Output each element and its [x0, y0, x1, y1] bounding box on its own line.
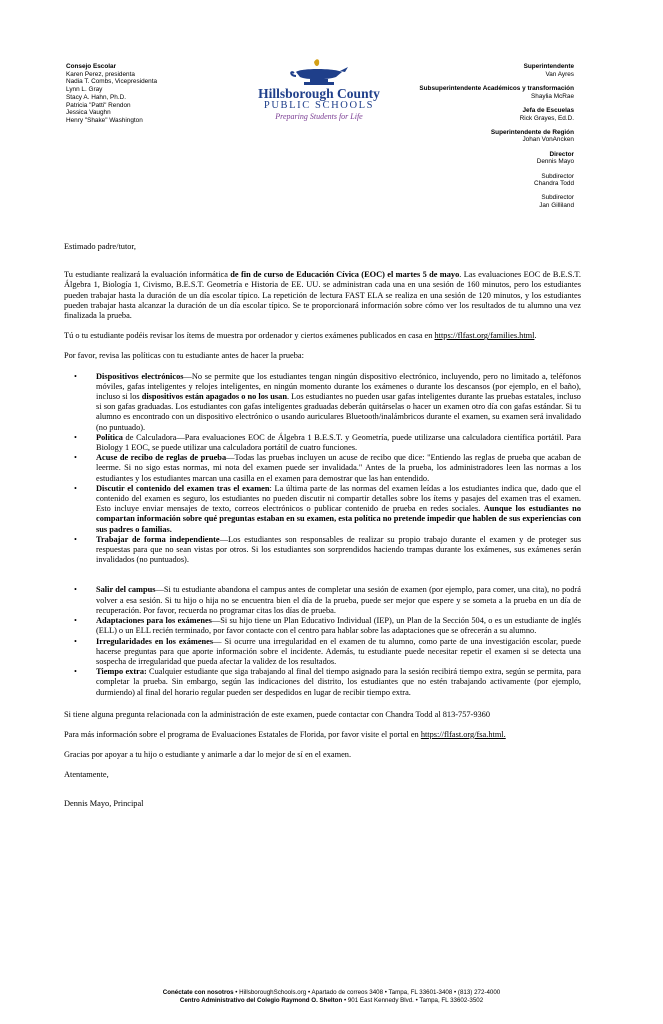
greeting: Estimado padre/tutor, — [64, 242, 136, 251]
policy-text: : La última parte de las normas del examen leídas a los estudiantes indica que, dado que el contenido del examen es seguro, los estudiantes no pueden discutir ni compartir detalles sobre los ítems y pasajes del examen tras el examen. Esto incluye enviar mensajes de texto, correos electrónicos o publicar contenido de prueba en redes sociales. — [96, 483, 582, 514]
policy-text: —Si tu estudiante abandona el campus antes de completar una sesión de examen (por ejemplo, para comer, una cita), no podrá volver a esa sesión. Si tu hijo o hija no se encuentra bien el día de la prueba, puede ser mejor que espere y se someta a la prueba en un día de recuperación. Por favor, recuerda no programar citas los días de prueba. — [96, 585, 581, 615]
footer-contact-label: Conéctate con nosotros — [162, 989, 234, 996]
policy-emphasis: Aunque los estudiantes no compartan información sobre qué preguntas estaban en su examen, esta política no pretende impedir que hablen de sus experiencias con sus padres o familias. — [96, 504, 581, 534]
contact-paragraph: Si tiene alguna pregunta relacionada con la administración de este examen, puede contactar con Chandra Todd al 813-757-9360 — [64, 709, 491, 719]
footer-center-name: Centro Administrativo del Colegio Raymond O. Shelton — [179, 996, 343, 1004]
footer-line1 — [0, 989, 663, 997]
policy-accommodations — [96, 616, 581, 636]
superintendent-name: Van Ayres — [545, 70, 574, 78]
schools-chief-title: Jefa de Escuelas — [522, 106, 574, 114]
board-member: Patricia "Patti" Rendon — [66, 101, 131, 109]
policy-text: . Los estudiantes no pueden usar gafas inteligentes durante las pruebas estatales, incluso si son gafas graduadas. Los estudiantes con gafas inteligentes graduadas deberán quitárselas o hacer un examen otro día con gafas estándar. Si tu alumno es encontrado con un dispositivo electrónico o usando auriculares Bluetooth/inalámbricos durante el examen, su examen será invalidado (no puntuado). — [96, 392, 581, 432]
superintendent-title: Superintendente — [523, 63, 574, 70]
policy-text: —Los estudiantes son responsables de realizar su propio trabajo durante el examen y de proteger sus respuestas para que no sean vistas por otros. Si los estudiantes son sorprendidos haciendo trampas durante los exámenes, sus exámenes serán invalidados (no puntuados). — [96, 534, 581, 565]
policy-title: Discutir el contenido del examen tras el examen — [96, 483, 270, 493]
subdirector-title: Subdirector — [541, 194, 574, 202]
policy-title: Dispositivos electrónicos — [96, 371, 184, 381]
policy-list — [64, 372, 581, 566]
footer-address: • 901 East Kennedy Blvd. • Tampa, FL 33602-3502 — [342, 996, 484, 1004]
logo-line2: PUBLIC SCHOOLS — [263, 100, 375, 111]
deputy-name: Shaylia McRae — [531, 92, 574, 100]
policies-intro: Por favor, revisa las políticas con tu estudiante antes de hacer la prueba: — [64, 351, 304, 361]
page-footer — [0, 989, 663, 1004]
policy-text: —Todas las pruebas incluyen un acuse de recibo que dice: "Entiendo las reglas de prueba que acaban de leerme. Si no sigo estas normas, mi nota del examen puede ser invalidada." Antes de la prueba, los administradores leen las normas a los estudiantes y los estudiantes marcan una casilla en el examen para demostrar que las han entendido. — [96, 453, 581, 483]
fsa-text: Para más información sobre el programa de Evaluaciones Estatales de Florida, por favor visite el portal en — [64, 729, 421, 739]
board-title: Consejo Escolar — [66, 63, 117, 70]
families-link[interactable]: https://flfast.org/families.html — [434, 331, 535, 341]
schools-chief-name: Rick Grayes, Ed.D. — [519, 114, 574, 122]
board-member: Karen Perez, presidenta — [66, 70, 135, 78]
policy-text: — Si ocurre una irregularidad en el examen de tu alumno, como parte de una investigación escolar, puede hacerse preguntas para que aporte información sobre el incidente. Además, tu estudiante puede necesitar repetir el examen si se detecta una sospecha de irregularidad que pueda afectar la validez de los resultados. — [96, 636, 581, 666]
policy-title: Política — [96, 432, 123, 442]
lamp-of-knowledge-icon — [290, 58, 348, 86]
samples-paragraph — [64, 331, 581, 341]
intro-text: Tu estudiante realizará la evaluación informática — [64, 270, 231, 280]
policy-irregularities — [96, 637, 581, 668]
school-board-block — [66, 63, 157, 125]
samples-text: Tú o tu estudiante podéis revisar los ítems de muestra por ordenador y ciertos exámenes publicados en casa en — [64, 331, 435, 341]
policy-work-independently — [96, 535, 581, 566]
logo-line1: Hillsborough County — [258, 86, 380, 101]
footer-contact-info: • HillsboroughSchools.org • Apartado de correos 3408 • Tampa, FL 33601-3408 • (813) 272-4000 — [233, 989, 501, 996]
policy-title: Irregularidades en los exámenes — [96, 636, 214, 646]
policy-extra-time — [96, 667, 581, 698]
letter-body — [64, 242, 581, 809]
policy-title: Tiempo extra: — [96, 667, 147, 677]
deputy-title: Subsuperintendente Académicos y transformación — [419, 84, 574, 92]
policy-electronic-devices — [96, 372, 581, 433]
subdirector-title: Subdirector — [541, 172, 574, 180]
policy-text: de Calculadora—Para evaluaciones EOC de Álgebra 1 B.E.S.T. y Geometría, puede utilizarse una calculadora científica portátil. Para Biology 1 EOC, se puede utilizar una calculadora portátil de cuatro funciones. — [96, 432, 581, 453]
policy-text: Cualquier estudiante que siga trabajando al final del tiempo asignado para la sesión recibirá tiempo extra, según se permita, para completar la prueba. Sin embargo, según las indicaciones del distrito, los estudiantes que no estén trabajando activamente (por ejemplo, durmiendo) al final del horario regular pueden ser despedidos en lugar de recibir tiempo extra. — [96, 667, 581, 697]
exam-date-emphasis: de fin de curso de Educación Cívica (EOC) el martes 5 de mayo — [230, 270, 460, 280]
intro-text: . Las evaluaciones EOC de B.E.S.T. Álgebra 1, Biología 1, Civismo, B.E.S.T. Geometría e Historia de EE. UU. se administran cada una en una sesión de 160 minutos, pero los estudiantes pueden trabajar hasta la duración de un día escolar típico. La repetición de lectura FAST ELA se realiza en una sesión de 120 minutos, y los estudiantes pueden trabajar hasta alcanzar la duración de un día escolar típico. Se te proporcionará información sobre cómo ver los resultados de tu alumno una vez finalizada la prueba. — [64, 270, 581, 321]
samples-text: . — [534, 331, 537, 341]
policy-calculator — [96, 433, 581, 453]
director-name: Dennis Mayo — [536, 158, 574, 166]
policy-text: —No se permite que los estudiantes tengan ningún dispositivo electrónico, incluyendo, pero no limitado a, teléfonos móviles, gafas inteligentes y relojes inteligentes, en ningún momento durante los exámenes o durante los descansos (por ejemplo, en el baño), incluso si los — [96, 371, 581, 402]
policy-title: Adaptaciones para los exámenes — [96, 616, 212, 626]
fsa-link[interactable]: https://flfast.org/fsa.html. — [420, 729, 506, 739]
logo-tagline: Preparing Students for Life — [275, 112, 363, 121]
policy-title: Trabajar de forma independiente — [96, 534, 220, 544]
policy-text: —Si su hijo tiene un Plan Educativo Individual (IEP), un Plan de la Sección 504, o es un estudiante de inglés (ELL) o un ELL recién terminado, por favor contacte con el centro para hablar sobre las adaptaciones que se ofrecerán a su alumno. — [96, 616, 581, 636]
fsa-paragraph — [64, 730, 581, 740]
district-logo — [250, 58, 388, 122]
subdirector-name: Chandra Todd — [533, 180, 574, 188]
signature: Dennis Mayo, Principal — [64, 798, 144, 808]
closing: Atentamente, — [64, 770, 109, 780]
board-member: Jessica Vaughn — [66, 109, 111, 117]
director-title: Director — [549, 150, 574, 158]
policy-emphasis: dispositivos están apagados o no los usan — [141, 392, 287, 402]
intro-paragraph — [64, 270, 581, 321]
board-member: Lynn L. Gray — [66, 86, 103, 94]
policy-acknowledgment — [96, 453, 581, 484]
policy-title: Salir del campus — [96, 585, 156, 595]
board-member: Henry "Shake" Washington — [66, 116, 143, 124]
subdirector-name: Jan Gilliland — [539, 202, 574, 210]
policy-discussing-content — [96, 484, 581, 535]
policy-list-2 — [64, 585, 581, 697]
thanks-paragraph: Gracias por apoyar a tu hijo o estudiante y animarle a dar lo mejor de sí en el examen. — [64, 750, 352, 760]
region-title: Superintendente de Región — [490, 128, 574, 136]
board-member: Stacy A. Hahn, Ph.D. — [66, 93, 127, 101]
region-name: Johan VonAncken — [522, 136, 574, 144]
footer-line2 — [0, 997, 663, 1005]
board-member: Nadia T. Combs, Vicepresidenta — [66, 78, 158, 86]
administration-block — [384, 63, 574, 216]
policy-leaving-campus — [96, 585, 581, 616]
policy-title: Acuse de recibo de reglas de prueba — [96, 453, 227, 463]
